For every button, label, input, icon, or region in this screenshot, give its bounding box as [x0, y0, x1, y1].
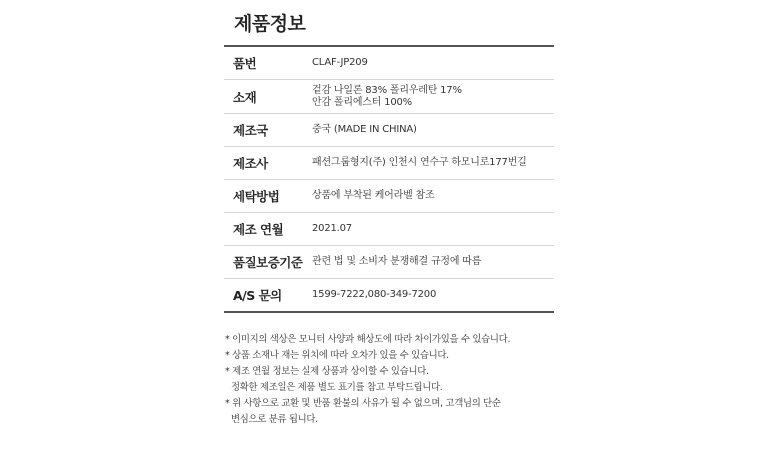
- notice-item: [225, 348, 565, 364]
- row-value: [312, 85, 462, 109]
- row-label: 품질보증기준: [233, 255, 303, 270]
- notice-line: 변심으로 분류 됩니다.: [231, 414, 318, 425]
- row-value-line: 1599-7222,080-349-7200: [312, 289, 437, 300]
- table-row-manufacturer: [224, 147, 554, 180]
- row-value-line: 안감 폴리에스터 100%: [312, 96, 412, 108]
- row-value-line: 패션그룹형지(주) 인천시 연수구 하모니로177번길: [312, 157, 527, 168]
- row-label: 제조사: [233, 156, 268, 171]
- table-row-manufacture-date: [224, 213, 554, 246]
- row-value: [312, 124, 417, 136]
- table-row-country: [224, 114, 554, 147]
- notice-item: [225, 364, 565, 396]
- row-label: 세탁방법: [233, 189, 280, 204]
- notice-line: * 제조 연월 정보는 실제 상품과 상이할 수 있습니다.: [225, 366, 429, 377]
- row-value: [312, 256, 481, 268]
- row-label: 제조 연월: [233, 222, 284, 237]
- table-row-part-number: [224, 47, 554, 80]
- notice-item: [225, 396, 565, 428]
- notice-line: * 이미지의 색상은 모니터 사양과 해상도에 따라 차이가있을 수 있습니다.: [225, 334, 511, 345]
- row-label: A/S 문의: [233, 288, 282, 303]
- row-label: 제조국: [233, 123, 268, 138]
- row-value: [312, 223, 352, 235]
- row-value-line: 2021.07: [312, 223, 352, 234]
- row-value: [312, 57, 368, 69]
- row-value-line: 상품에 부착된 케어라벨 참조: [312, 190, 435, 201]
- row-value-line: 중국 (MADE IN CHINA): [312, 124, 417, 135]
- row-value-line: 관련 법 및 소비자 분쟁해결 규정에 따름: [312, 256, 482, 267]
- notice-line: * 상품 소재나 재는 위치에 따라 오차가 있을 수 있습니다.: [225, 350, 449, 361]
- row-value: [312, 190, 434, 202]
- notice-line: * 위 사항으로 교환 및 반품 환불의 사유가 될 수 없으며, 고객님의 단순: [225, 398, 501, 409]
- table-row-quality-standard: [224, 246, 554, 279]
- product-info-table: [224, 45, 554, 313]
- table-row-washing: [224, 180, 554, 213]
- row-value: [312, 289, 436, 301]
- row-value-line: 겉감 나일론 83% 폴리우레탄 17%: [312, 84, 462, 96]
- notice-list: [224, 332, 565, 428]
- row-label: 품번: [233, 56, 257, 71]
- notice-item: [225, 332, 565, 348]
- row-label: 소재: [233, 89, 257, 105]
- table-row-as-inquiry: [224, 279, 554, 311]
- row-value: [312, 157, 527, 169]
- section-title: 제품정보: [234, 13, 306, 35]
- product-info-section: [224, 0, 554, 428]
- row-value-line: CLAF-JP209: [312, 57, 368, 68]
- table-row-material: [224, 80, 554, 114]
- notice-line: 정확한 제조일은 제품 별도 표기를 참고 부탁드립니다.: [231, 382, 443, 393]
